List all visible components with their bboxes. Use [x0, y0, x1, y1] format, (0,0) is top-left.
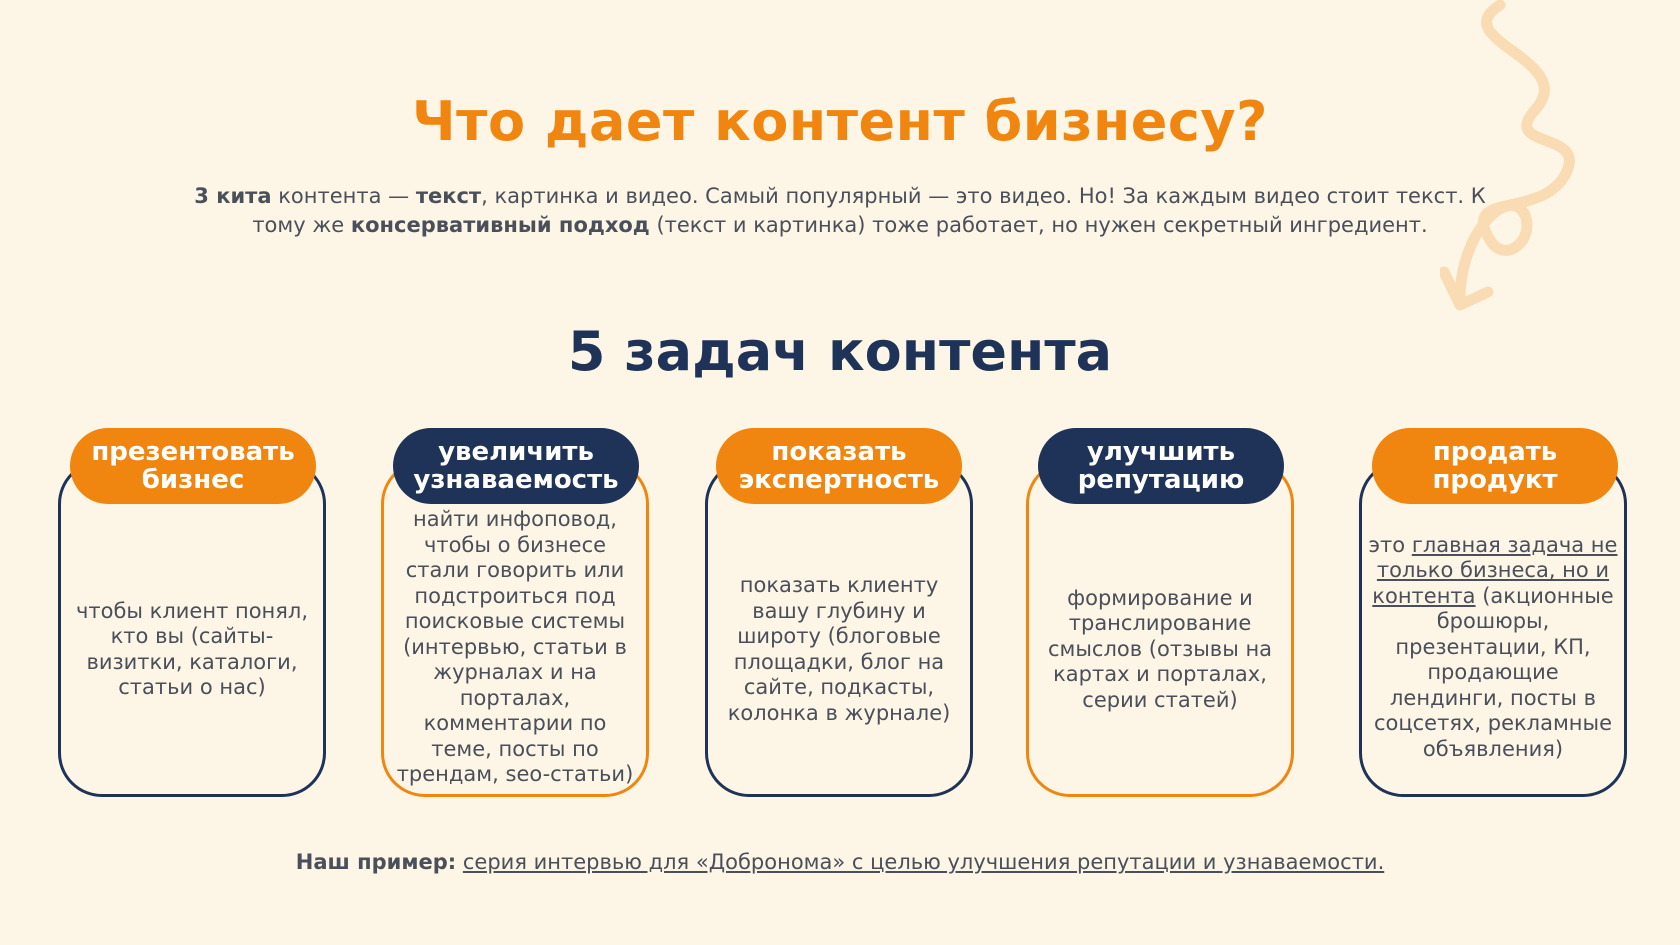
intro-bold-conservative: консервативный подход [350, 213, 650, 237]
task-card-text-suffix: (акционные брошюры, презентации, КП, продающие лендинги, посты в соцсетях, рекламные объявления) [1373, 583, 1614, 761]
intro-bold-whales: 3 кита [194, 184, 272, 208]
example-link-text: серия интервью для «Добронома» с целью улучшения репутации и узнаваемости. [462, 850, 1385, 874]
section-title: 5 задач контента [567, 320, 1113, 383]
task-card-text [1368, 533, 1618, 763]
task-card-heading: увеличить узнаваемость [393, 428, 639, 504]
task-card-text: найти инфоповод, чтобы о бизнесе стали говорить или подстроиться под поисковые системы (интервью, статьи в журналах и на порталах, комментарии по теме, посты по трендам, seo-статьи) [396, 507, 634, 787]
task-card-text: чтобы клиент понял, кто вы (сайты-визитки, каталоги, статьи о нас) [75, 598, 309, 699]
squiggle-arrow-decoration [1440, 0, 1680, 330]
task-card-text-underlined: главная задача не только бизнеса, но и контента [1372, 532, 1618, 608]
task-card-text: показать клиенту вашу глубину и широту (блоговые площадки, блог на сайте, подкасты, колонка в журнале) [727, 573, 951, 725]
task-card-present [58, 460, 326, 797]
intro-paragraph [180, 182, 1500, 240]
task-card-expertise [705, 460, 973, 797]
example-line [0, 850, 1680, 874]
task-card-heading: показать экспертность [716, 428, 962, 504]
task-card-sell [1359, 460, 1627, 797]
page-title: Что дает контент бизнесу? [412, 90, 1268, 153]
task-card-awareness [381, 460, 649, 797]
intro-bold-text: текст [415, 184, 482, 208]
task-card-heading: продать продукт [1372, 428, 1618, 504]
task-card-text: формирование и транслирование смыслов (отзывы на картах и порталах, серии статей) [1047, 585, 1273, 712]
task-card-text-prefix: это [1368, 532, 1412, 557]
task-card-reputation [1026, 460, 1294, 797]
task-card-heading: презентовать бизнес [70, 428, 316, 504]
example-label: Наш пример: [295, 850, 457, 874]
task-card-heading: улучшить репутацию [1038, 428, 1284, 504]
intro-text-1: контента — [271, 184, 416, 208]
intro-text-3: (текст и картинка) тоже работает, но нужен секретный ингредиент. [649, 213, 1428, 237]
intro-text-2: , картинка и видео. Самый популярный — это видео. Но! За каждым видео стоит текст. К тому же [252, 184, 1486, 237]
